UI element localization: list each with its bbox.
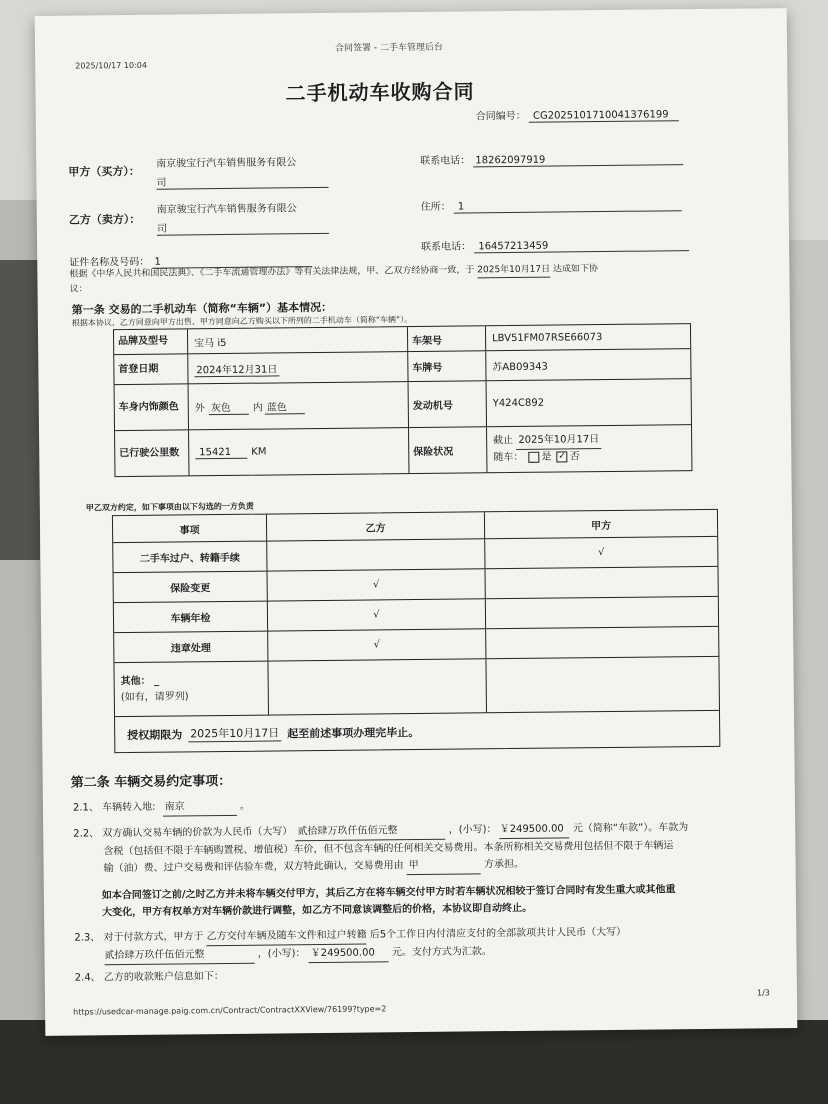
price-lower: ￥249500.00 xyxy=(500,820,570,839)
preamble-date: 2025年10月17日 xyxy=(477,263,550,279)
table-row: 首登日期 2024年12月31日 车牌号 苏AB09343 xyxy=(114,348,690,384)
table-header-row: 事项 乙方 甲方 xyxy=(113,510,717,542)
reg-date-value: 2024年12月31日 xyxy=(194,360,279,377)
payment-lower: ￥249500.00 xyxy=(309,944,389,963)
table-row: 品牌及型号 宝马 i5 车架号 LBV51FM07RSE66073 xyxy=(114,324,690,354)
checkbox-yes[interactable] xyxy=(528,451,539,462)
article2-title: 第二条 车辆交易约定事项： xyxy=(70,773,232,791)
address-row: 住所： 1 xyxy=(421,195,682,214)
buyer-phone-row: 联系电话： 18262097919 xyxy=(420,149,683,168)
exterior-color: 灰色 xyxy=(209,398,249,414)
clause-2-1: 2.1、 车辆转入地: 南京 。 xyxy=(73,798,250,818)
contract-title: 二手机动车收购合同 xyxy=(285,79,475,106)
vehicle-info-table xyxy=(113,323,693,477)
id-row: 证件名称及号码： 1 xyxy=(69,251,312,270)
deadline-date: 2025年10月17日 xyxy=(188,724,281,742)
responsibility-caption: 甲乙双方约定，如下事项由以下勾选的一方负责 xyxy=(85,501,254,513)
preamble: 根据《中华人民共和国民法典》、《二手车流通管理办法》等有关法律法规，甲、乙双方经协商一致，于 2025年10月17日 达成如下协 议： xyxy=(69,264,599,295)
payment-upper: 贰拾肆万玖仟伍佰元整 xyxy=(104,946,254,966)
table-row: 车身内饰颜色 外 灰色 内 蓝色 发动机号 Y424C892 xyxy=(115,378,691,430)
engine-value: Y424C892 xyxy=(492,397,545,410)
responsibility-table xyxy=(112,509,720,753)
table-row: 违章处理 √ xyxy=(114,626,718,662)
table-row-other: 其他： _ (如有，请罗列) xyxy=(114,656,719,716)
address: 1 xyxy=(454,199,682,213)
contract-number-row xyxy=(476,105,679,123)
price-upper: 贰拾肆万玖仟伍佰元整 xyxy=(295,822,445,842)
buyer-phone: 18262097919 xyxy=(473,153,683,167)
table-row: 已行驶公里数 15421 KM 保险状况 截止 2025年10月17日 随车： 是 ✓ 否 xyxy=(115,424,691,476)
contract-number-label: 合同编号： xyxy=(475,110,526,123)
seller-label: 乙方（卖方）： xyxy=(68,212,141,227)
print-header-date: 2025/10/17 10:04 xyxy=(75,60,147,71)
price-adjustment-notice: 如本合同签订之前/之时乙方并未将车辆交付甲方，其后乙方在将车辆交付甲方时若车辆状况相较于签订合同时有发生重大或其他重 大变化，甲方有权单方对车辆价款进行调整，如乙方不同意该调整后的价格，本协议即自动终止。 xyxy=(101,884,676,919)
background-left-shadow xyxy=(0,260,40,560)
table-row: 车辆年检 √ xyxy=(114,596,718,632)
seller-phone-row: 联系电话： 16457213459 xyxy=(421,235,689,254)
plate-value: 苏AB09343 xyxy=(492,361,548,374)
article1-title: 第一条 交易的二手机动车（简称“车辆”）基本情况： xyxy=(71,300,333,317)
seller-phone: 16457213459 xyxy=(474,239,689,253)
contract-page xyxy=(35,8,798,1036)
clause-2-3: 2.3、 对于付款方式，甲方于 乙方交付车辆及随车文件和过户转籍 后5个工作日内付清应支付的全部款项共计人民币（大写） 贰拾肆万玖仟伍佰元整 ，(小写)： ￥249500.00 元。支付方式为汇款。 xyxy=(74,924,626,966)
contract-number: CG2025101710041376199 xyxy=(529,109,679,123)
article1-intro: 根据本协议，乙方同意向甲方出售、甲方同意向乙方购买以下所列的二手机动车（简称“车辆”）。 xyxy=(71,315,413,328)
seller-name: 南京骏宝行汽车销售服务有限公 司 xyxy=(157,199,329,236)
interior-color: 蓝色 xyxy=(265,398,305,414)
table-row: 二手车过户、转籍手续 √ xyxy=(113,536,717,572)
table-row-deadline: 授权期限为 2025年10月17日 起至前述事项办理完毕止。 xyxy=(115,710,719,752)
checkbox-no-checked[interactable]: ✓ xyxy=(558,450,567,462)
buyer-label: 甲方（买方）： xyxy=(68,164,140,179)
insurance-until: 2025年10月17日 xyxy=(516,432,601,450)
fee-payer: 甲 xyxy=(407,856,481,875)
table-row: 保险变更 √ xyxy=(114,566,718,602)
footer-url: https://usedcar-manage.paig.com.cn/Contract/ContractXXView/76199?type=2 xyxy=(73,1004,387,1017)
id-value: 1 xyxy=(152,255,312,269)
clause-2-2: 2.2、 双方确认交易车辆的价款为人民币（大写） 贰拾肆万玖仟伍佰元整 ，(小写)： ￥249500.00 元（简称“车款”）。车款为 含税（包括但不限于车辆购置税、增值税）车价，但不包含车辆的任何相关交易费用。本条所称相关交易费用包括但不限于车辆运 输（油）费、过户交易费和评估验车费，双方特此确认，交易费用由 甲 方承担。 xyxy=(73,822,689,875)
vin-value: LBV51FM07RSE66073 xyxy=(492,331,603,344)
print-header-title: 合同签署 - 二手车管理后台 xyxy=(334,42,444,54)
brand-value: 宝马 i5 xyxy=(188,327,408,353)
buyer-name: 南京骏宝行汽车销售服务有限公 司 xyxy=(156,153,328,190)
clause-2-4: 2.4、 乙方的收款账户信息如下： xyxy=(74,971,224,984)
page-number: 1/3 xyxy=(756,988,770,998)
transfer-city: 南京 xyxy=(163,798,237,817)
mileage-value: 15421 xyxy=(195,446,247,459)
